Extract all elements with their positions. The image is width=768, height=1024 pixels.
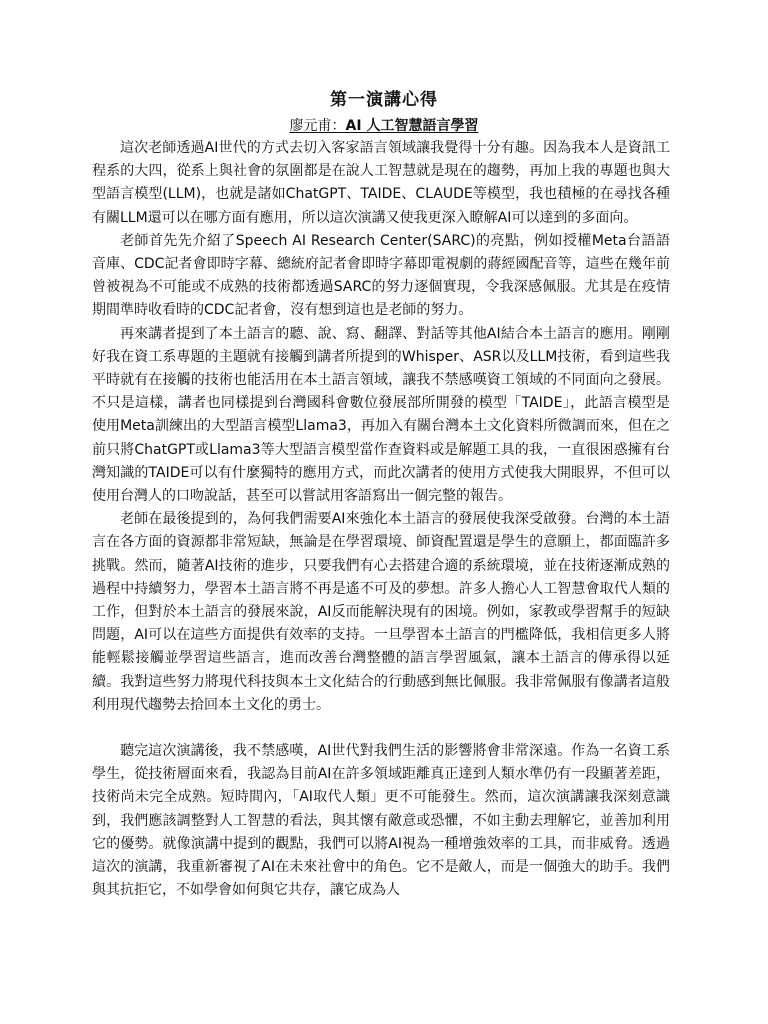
paragraph-1: 這次老師透過AI世代的方式去切入客家語言領域讓我覺得十分有趣。因為我本人是資訊工程系的大四，從系上與社會的氛圍都是在說人工智慧就是現在的趨勢，再加上我的專題也與大型語言模型(LLM)，也就是諸如ChatGPT、TAIDE、CLAUDE等模型，我也積極的在尋找各種有關LLM還可以在哪方面有應用，所以這次演講又使我更深入瞭解AI可以達到的多面向。 — [92, 140, 670, 226]
paragraph-5: 聽完這次演講後，我不禁感嘆，AI世代對我們生活的影響將會非常深遠。作為一名資工系學生，從技術層面來看，我認為目前AI在許多領域距離真正達到人類水準仍有一段顯著差距，技術尚未完全成熟。短時間內，「AI取代人類」更不可能發生。然而，這次演講讓我深刻意識到，我們應該調整對人工智慧的看法，與其懷有敵意或恐懼，不如主動去理解它，並善加利用它的優勢。就像演講中提到的觀點，我們可以將AI視為一種增強效率的工具，而非威脅。透過這次的演講，我重新審視了AI在未來社會中的角色。它不是敵人，而是一個強大的助手。我們與其抗拒它，不如學會如何與它共存，讓它成為人 — [92, 743, 670, 899]
speaker-name: 廖元甫： — [289, 118, 346, 134]
document-body — [92, 137, 670, 903]
paragraph-2: 老師首先先介紹了Speech AI Research Center(SARC)的亮點，例如授權Meta台語語音庫、CDC記者會即時字幕、總統府記者會即時字幕即電視劇的蔣經國配音等，這些在幾年前曾被視為不可能或不成熟的技術都透過SARC的努力逐個實現，令我深感佩服。尤其是在疫情期間準時收看時的CDC記者會，沒有想到這也是老師的努力。 — [92, 232, 670, 319]
paragraph-3: 再來講者提到了本土語言的聽、說、寫、翻譯、對話等其他AI結合本土語言的應用。剛剛好我在資工系專題的主題就有接觸到講者所提到的Whisper、ASR以及LLM技術，看到這些我平時就有在接觸的技術也能活用在本土語言領域，讓我不禁感嘆資工領域的不同面向之發展。不只是這樣，講者也同樣提到台灣國科會數位發展部所開發的模型「TAIDE」，此語言模型是使用Meta訓練出的大型語言模型Llama3，再加入有關台灣本土文化資料所微調而來，但在之前只將ChatGPT或Llama3等大型語言模型當作查資料或是解題工具的我，一直很困惑擁有台灣知識的TAIDE可以有什麼獨特的應用方式，而此次講者的使用方式使我大開眼界，不但可以使用台灣人的口吻說話，甚至可以嘗試用客語寫出一個完整的報告。 — [92, 325, 670, 505]
paragraph-4: 老師在最後提到的，為何我們需要AI來強化本土語言的發展使我深受啟發。台灣的本土語言在各方面的資源都非常短缺，無論是在學習環境、師資配置還是學生的意願上，都面臨許多挑戰。然而，隨著AI技術的進步，只要我們有心去搭建合適的系統環境，並在技術逐漸成熟的過程中持續努力，學習本土語言將不再是遙不可及的夢想。許多人擔心人工智慧會取代人類的工作，但對於本土語言的發展來說，AI反而能解決現有的困境。例如，家教或學習幫手的短缺問題，AI可以在這些方面提供有效率的支持。一旦學習本土語言的門檻降低，我相信更多人將能輕鬆接觸並學習這些語言，進而改善台灣整體的語言學習風氣，讓本土語言的傳承得以延續。我對這些努力將現代科技與本土文化結合的行動感到無比佩服。我非常佩服有像講者這般利用現代趨勢去拾回本土文化的勇士。 — [92, 511, 670, 713]
lecture-subtitle — [0, 116, 768, 136]
course-name: AI 人工智慧語言學習 — [345, 118, 479, 134]
document-title: 第一演講心得 — [330, 90, 438, 110]
